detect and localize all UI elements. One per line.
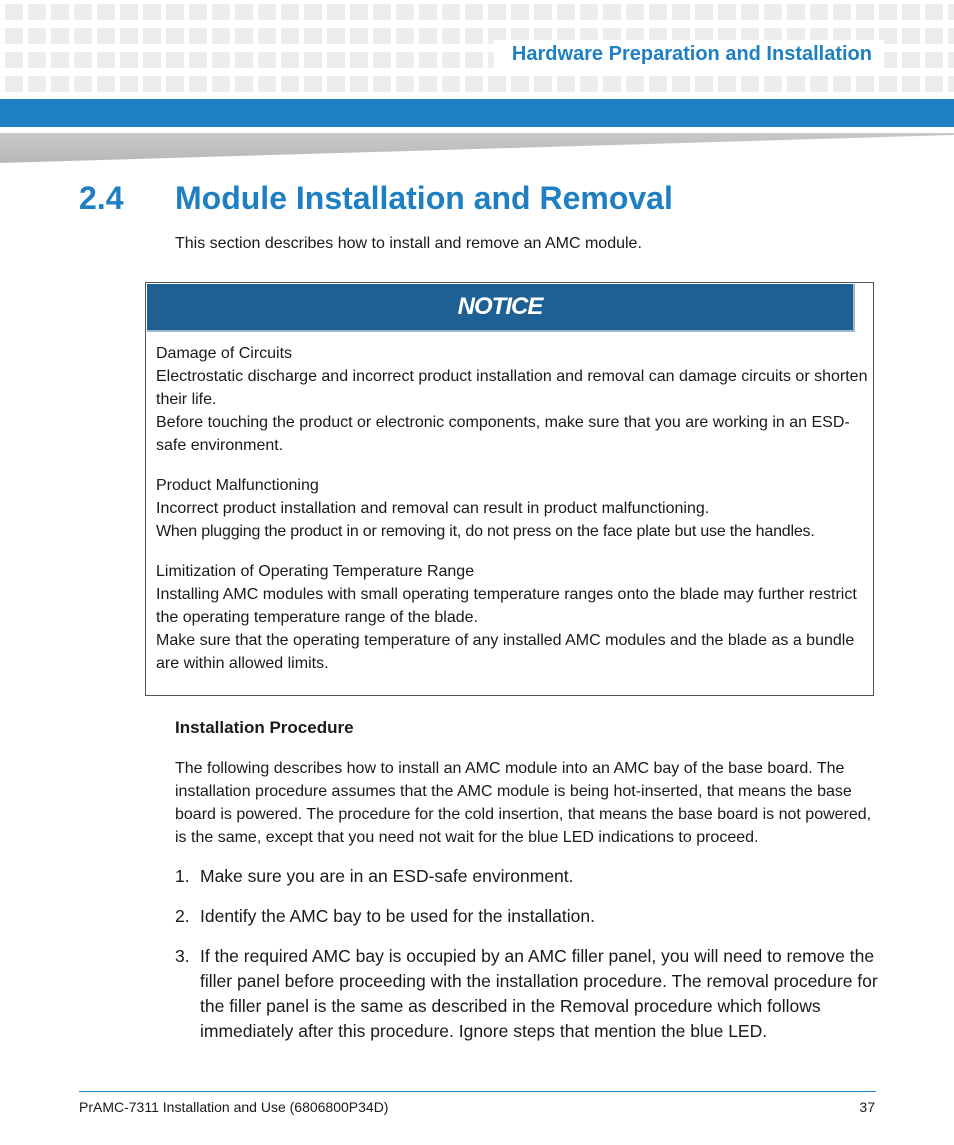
notice-content: [156, 342, 868, 692]
notice-block-title: Limitization of Operating Temperature Range: [156, 563, 475, 580]
notice-block-line: Before touching the product or electronic components, make sure that you are working in an ESD-safe environment.: [156, 414, 850, 454]
page-number: 37: [859, 1099, 875, 1115]
step-text: Make sure you are in an ESD-safe environment.: [200, 866, 574, 886]
header-blue-bar: [0, 99, 954, 127]
notice-block-line: Make sure that the operating temperature of any installed AMC modules and the blade as a bundle are within allowed limits.: [156, 632, 855, 672]
notice-block-product-malfunctioning: [156, 474, 868, 543]
footer-rule: [79, 1091, 876, 1092]
procedure-steps: [175, 864, 880, 1059]
notice-block-line: When plugging the product in or removing it, do not press on the face plate but use the handles.: [156, 523, 815, 540]
notice-block-line: Installing AMC modules with small operating temperature ranges onto the blade may further restrict the operating temperature range of the blade.: [156, 586, 857, 626]
notice-label: NOTICE: [457, 293, 543, 320]
step-number: 2.: [175, 906, 190, 926]
list-item: [175, 904, 880, 929]
notice-block-line: Incorrect product installation and removal can result in product malfunctioning.: [156, 500, 710, 517]
procedure-paragraph: The following describes how to install an AMC module into an AMC bay of the base board. The installation procedure assumes that the AMC module is being hot-inserted, that means the base board is powered. The procedure for the cold insertion, that means the base board is not powered, is the same, except that you need not wait for the blue LED indications to proceed.: [175, 760, 872, 846]
list-item: [175, 864, 880, 889]
notice-banner: [147, 284, 855, 332]
procedure-heading: Installation Procedure: [175, 718, 354, 737]
notice-block-temperature-range: [156, 560, 868, 675]
step-text: If the required AMC bay is occupied by an AMC filler panel, you will need to remove the filler panel before proceeding with the installation procedure. The removal procedure for the filler panel is the same as described in the Removal procedure which follows immediately after this procedure. Ignore steps that mention the blue LED.: [200, 946, 878, 1041]
section-number: 2.4: [79, 180, 124, 216]
section-title: Module Installation and Removal: [175, 180, 673, 216]
notice-block-title: Damage of Circuits: [156, 345, 293, 362]
list-item: [175, 944, 880, 1044]
step-number: 1.: [175, 866, 190, 886]
step-number: 3.: [175, 946, 190, 966]
notice-block-title: Product Malfunctioning: [156, 477, 319, 494]
footer-document-title: PrAMC-7311 Installation and Use (6806800P34D): [79, 1099, 389, 1115]
notice-block-damage-of-circuits: [156, 342, 868, 457]
section-intro: This section describes how to install and remove an AMC module.: [175, 235, 642, 252]
chapter-title: Hardware Preparation and Installation: [511, 43, 872, 65]
notice-block-line: Electrostatic discharge and incorrect product installation and removal can damage circuits or shorten their life.: [156, 368, 868, 408]
header-gray-wedge: [0, 133, 954, 163]
step-text: Identify the AMC bay to be used for the installation.: [200, 906, 595, 926]
notice-box: [145, 282, 874, 696]
section-heading: [79, 180, 673, 217]
